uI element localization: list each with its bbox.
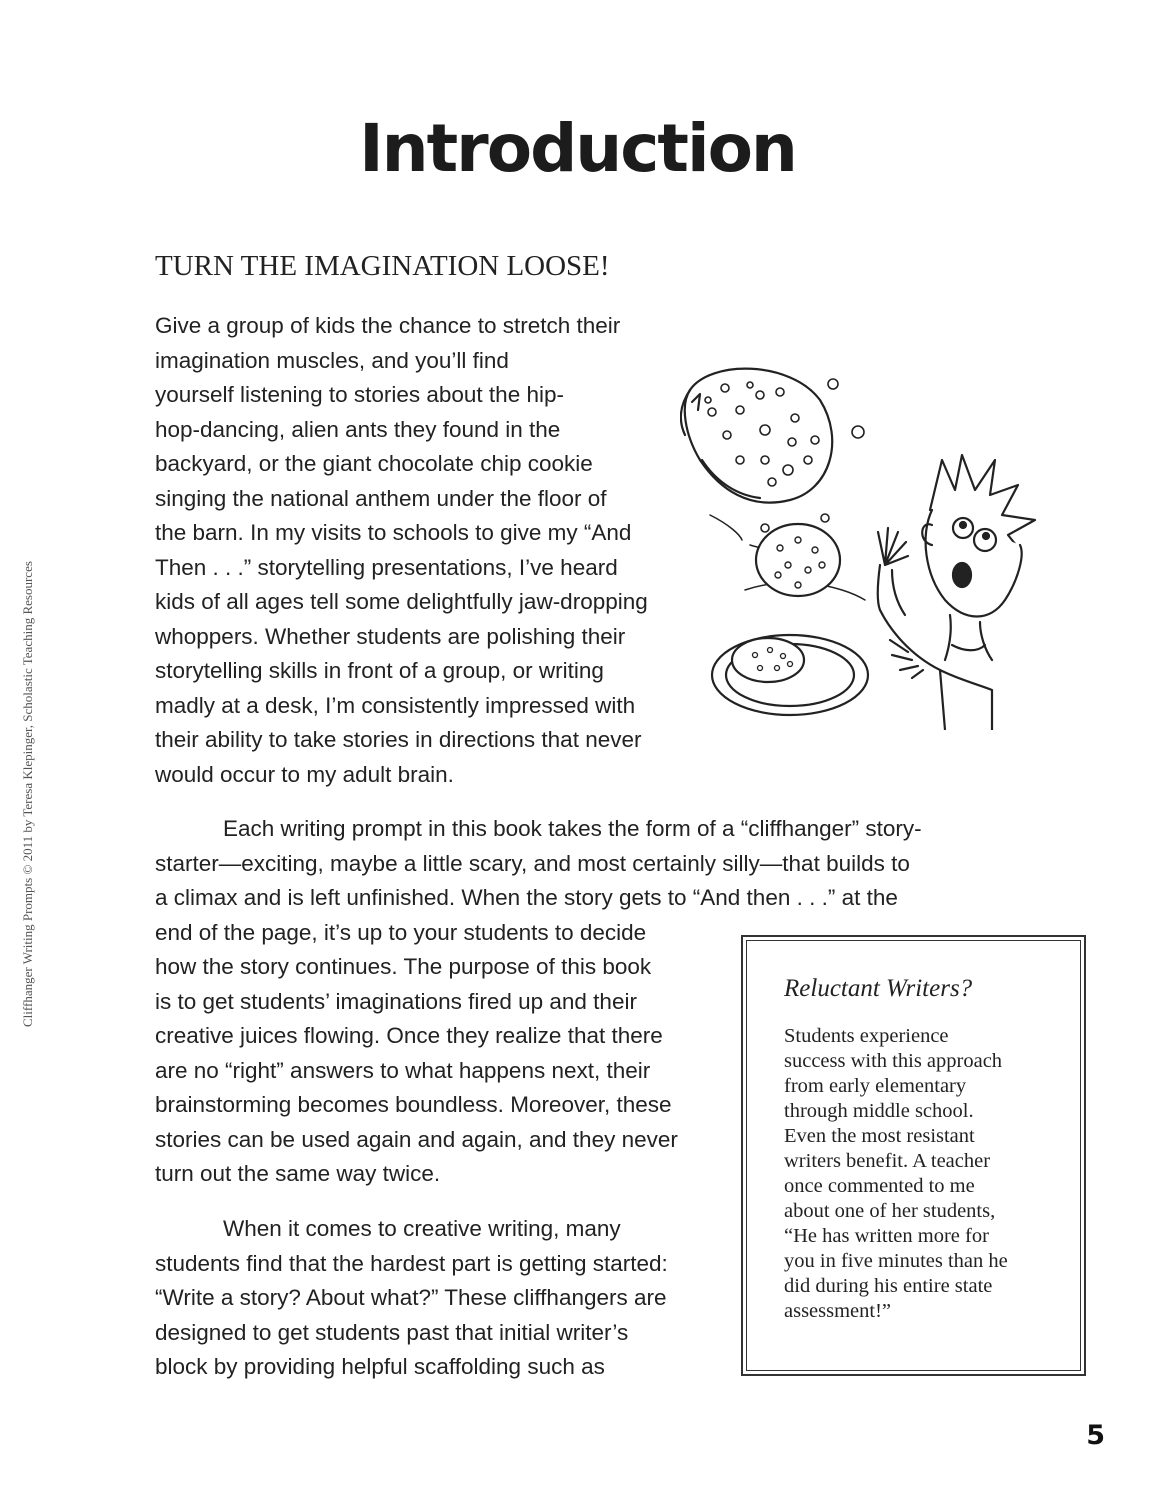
text-line: madly at a desk, I’m consistently impressed with	[155, 692, 636, 718]
sidebar-line: once commented to me	[784, 1175, 975, 1197]
sidebar-line: writers benefit. A teacher	[784, 1150, 991, 1172]
paragraph-3	[155, 1212, 715, 1385]
text-line: end of the page, it’s up to your students to decide	[155, 919, 647, 945]
text-line: how the story continues. The purpose of this book	[155, 954, 652, 979]
text-line: their ability to take stories in directions that never	[155, 727, 642, 752]
text-line: Give a group of kids the chance to stretch their	[155, 313, 621, 338]
text-line: backyard, or the giant chocolate chip cookie	[155, 451, 593, 476]
text-line: block by providing helpful scaffolding such as	[155, 1354, 605, 1379]
sidebar-line: about one of her students,	[784, 1200, 996, 1222]
text-line: singing the national anthem under the floor of	[155, 485, 607, 511]
section-heading: TURN THE IMAGINATION LOOSE!	[155, 250, 610, 282]
text-line: a climax and is left unfinished. When the story gets to “And then . . .” at the	[155, 885, 898, 910]
text-line: turn out the same way twice.	[155, 1161, 441, 1186]
text-line: “Write a story? About what?” These cliffhangers are	[155, 1285, 667, 1310]
text-line: creative juices flowing. Once they realize that there	[155, 1023, 663, 1048]
text-line: Each writing prompt in this book takes the form of a “cliffhanger” story-	[223, 816, 922, 841]
text-line: starter—exciting, maybe a little scary, and most certainly silly—that builds to	[155, 850, 910, 876]
text-line: stories can be used again and again, and they never	[155, 1126, 678, 1152]
boy-with-flying-cookies-illustration	[680, 360, 1060, 734]
paragraph-1	[155, 309, 695, 792]
sidebar-title: Reluctant Writers?	[784, 975, 973, 1002]
sidebar-line: through middle school.	[784, 1100, 974, 1122]
page-title: Introduction	[359, 110, 796, 187]
text-line: storytelling skills in front of a group, or writing	[155, 658, 604, 683]
page-number: 5	[1086, 1420, 1105, 1451]
text-line: kids of all ages tell some delightfully jaw-dropping	[155, 589, 648, 614]
sidebar-line: from early elementary	[784, 1075, 967, 1097]
reluctant-writers-sidebar	[741, 935, 1086, 1376]
sidebar-body	[784, 1024, 1069, 1324]
sidebar-line: assessment!”	[784, 1300, 892, 1322]
text-line: imagination muscles, and you’ll find	[155, 347, 509, 373]
text-line: would occur to my adult brain.	[155, 761, 454, 787]
text-line: is to get students’ imaginations fired up and their	[155, 988, 637, 1014]
text-line: are no “right” answers to what happens next, their	[155, 1057, 651, 1083]
text-line: brainstorming becomes boundless. Moreover, these	[155, 1092, 672, 1117]
text-line: whoppers. Whether students are polishing their	[155, 623, 626, 649]
sidebar-line: you in five minutes than he	[784, 1250, 1008, 1272]
sidebar-line: Students experience	[784, 1025, 949, 1047]
sidebar-line: did during his entire state	[784, 1275, 993, 1297]
text-line: yourself listening to stories about the hip-	[155, 382, 564, 407]
sidebar-line: success with this approach	[784, 1050, 1003, 1072]
text-line: the barn. In my visits to schools to give my “And	[155, 520, 632, 545]
vertical-credit-line: Cliffhanger Writing Prompts © 2011 by Teresa Klepinger, Scholastic Teaching Resources	[20, 561, 35, 1027]
text-line: When it comes to creative writing, many	[223, 1216, 621, 1241]
sidebar-line: “He has written more for	[784, 1225, 989, 1247]
text-line: hop-dancing, alien ants they found in the	[155, 416, 561, 442]
text-line: designed to get students past that initial writer’s	[155, 1319, 629, 1345]
text-line: students find that the hardest part is getting started:	[155, 1250, 668, 1276]
text-line: Then . . .” storytelling presentations, I’ve heard	[155, 554, 618, 580]
sidebar-line: Even the most resistant	[784, 1125, 975, 1147]
